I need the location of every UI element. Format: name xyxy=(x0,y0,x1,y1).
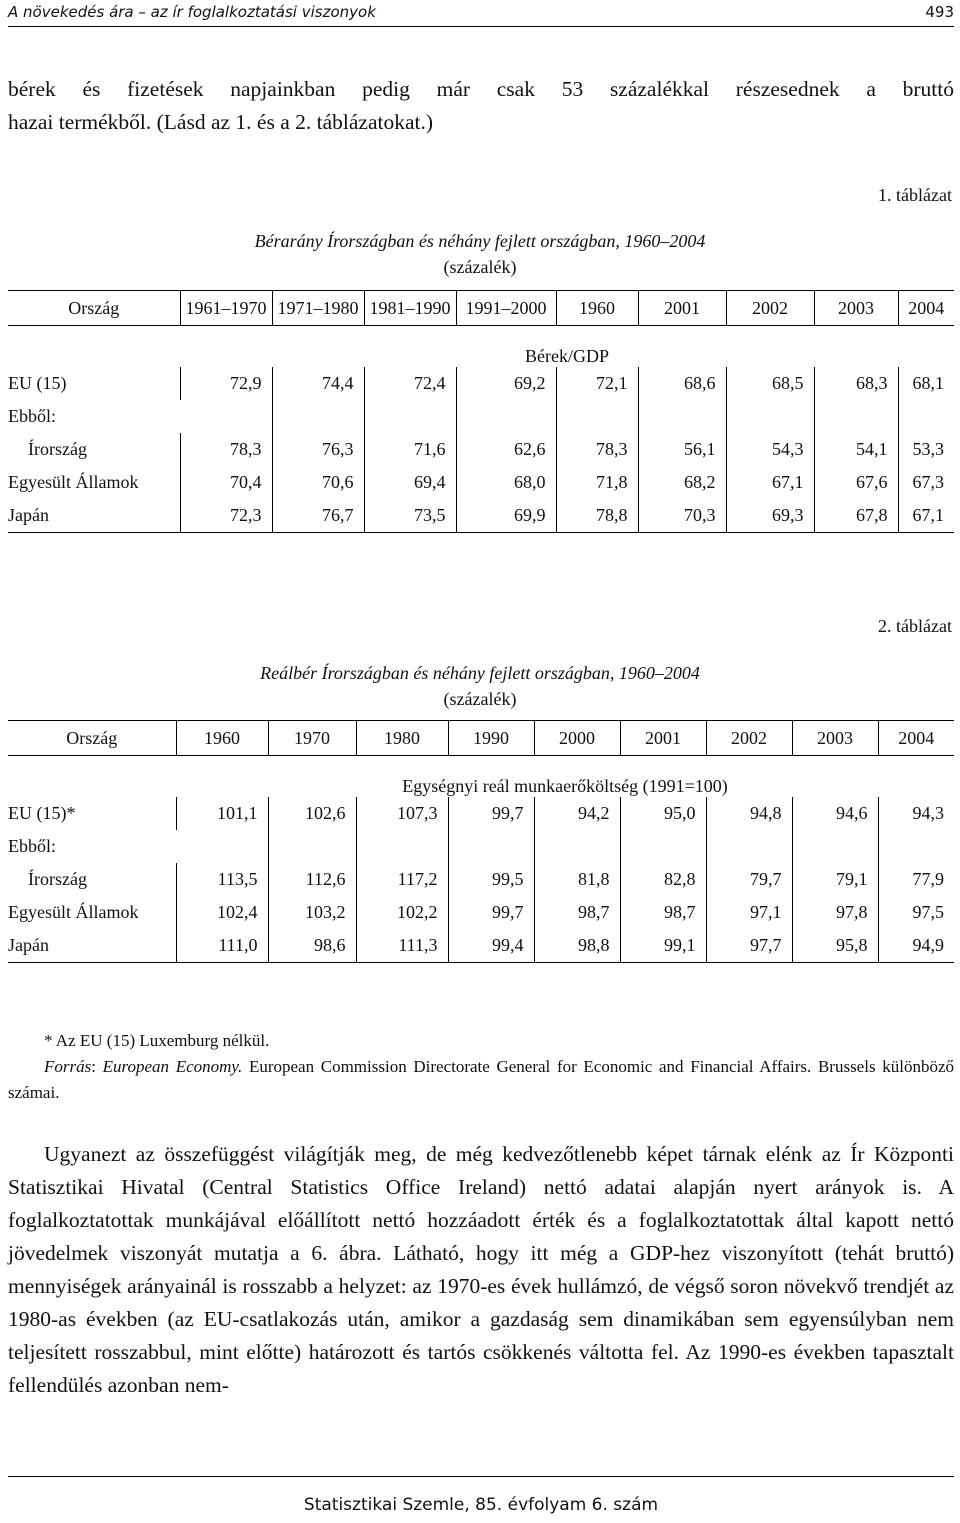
table-cell: 79,7 xyxy=(706,863,792,896)
row-label: EU (15)* xyxy=(8,803,76,823)
table-cell: 97,8 xyxy=(792,896,878,929)
column-header: 1971–1980 xyxy=(272,291,364,326)
row-label: Egyesült Államok xyxy=(8,472,139,492)
column-header: 2004 xyxy=(878,721,954,756)
source-note xyxy=(8,1054,954,1106)
column-header: 1960 xyxy=(176,721,268,756)
intro-line-1: bérek és fizetések napjainkban pedig már csak 53 százalékkal részesednek a bruttó xyxy=(8,77,954,101)
table-row xyxy=(8,929,954,963)
table-cell: 54,3 xyxy=(726,433,814,466)
column-header: 2001 xyxy=(620,721,706,756)
table-cell: 68,1 xyxy=(898,367,954,400)
table2-title: Reálbér Írországban és néhány fejlett országban, 1960–2004 xyxy=(260,663,700,683)
column-header: 2003 xyxy=(814,291,898,326)
table-cell: 56,1 xyxy=(638,433,726,466)
table-cell: 53,3 xyxy=(898,433,954,466)
table-cell: 71,8 xyxy=(556,466,638,499)
footnote: * Az EU (15) Luxemburg nélkül. xyxy=(44,1031,270,1050)
column-header: 2002 xyxy=(726,291,814,326)
table-cell: 78,3 xyxy=(180,433,272,466)
table-cell: 71,6 xyxy=(364,433,456,466)
table-cell: 102,2 xyxy=(356,896,448,929)
table-cell: 68,2 xyxy=(638,466,726,499)
journal-name: Statisztikai Szemle, 85. évfolyam 6. szám xyxy=(303,1495,659,1515)
table-cell: 103,2 xyxy=(268,896,356,929)
table2-unit: (százalék) xyxy=(443,689,517,709)
intro-line-2: hazai termékből. (Lásd az 1. és a 2. táblázatokat.) xyxy=(8,110,434,134)
table-cell: 99,4 xyxy=(448,929,534,963)
column-header: 2002 xyxy=(706,721,792,756)
column-header: 2001 xyxy=(638,291,726,326)
table-cell: 98,8 xyxy=(534,929,620,963)
table1-caption xyxy=(200,228,760,280)
table-cell: 78,3 xyxy=(556,433,638,466)
table-cell: 68,6 xyxy=(638,367,726,400)
table-cell: 67,1 xyxy=(726,466,814,499)
table-cell: 69,9 xyxy=(456,499,556,533)
table-cell: 81,8 xyxy=(534,863,620,896)
row-label: Japán xyxy=(8,499,180,533)
table1-header-row xyxy=(8,291,954,326)
table1-section-row xyxy=(8,334,954,367)
table-cell: 76,3 xyxy=(272,433,364,466)
table-cell: 98,7 xyxy=(620,896,706,929)
table-cell: 78,8 xyxy=(556,499,638,533)
table-cell: 99,1 xyxy=(620,929,706,963)
table-cell: 69,2 xyxy=(456,367,556,400)
table-cell: 79,1 xyxy=(792,863,878,896)
table-cell: 117,2 xyxy=(356,863,448,896)
page-number: 493 xyxy=(925,3,954,21)
table-cell: 82,8 xyxy=(620,863,706,896)
source-label: Forrás xyxy=(44,1057,92,1076)
table-row xyxy=(8,830,954,863)
table-cell: 70,3 xyxy=(638,499,726,533)
table-cell: 107,3 xyxy=(356,797,448,830)
table-cell: 74,4 xyxy=(272,367,364,400)
table-cell: 111,3 xyxy=(356,929,448,963)
table-row xyxy=(8,797,954,830)
table-notes xyxy=(8,1028,954,1106)
source-publication: European Economy. xyxy=(102,1057,243,1076)
table-cell: 69,3 xyxy=(726,499,814,533)
table-cell: 69,4 xyxy=(364,466,456,499)
table-cell: 70,6 xyxy=(272,466,364,499)
table2-caption xyxy=(200,660,760,712)
running-header xyxy=(8,0,954,27)
section-banner: Egységnyi reál munkaerőköltség (1991=100) xyxy=(402,776,728,796)
running-title: A növekedés ára – az ír foglalkoztatási viszonyok xyxy=(8,3,376,21)
column-header: 1990 xyxy=(448,721,534,756)
table-cell: 54,1 xyxy=(814,433,898,466)
column-header: 1961–1970 xyxy=(180,291,272,326)
page-footer xyxy=(8,1476,954,1515)
table-cell: 73,5 xyxy=(364,499,456,533)
table-row xyxy=(8,400,954,433)
source-text: European Commission Directorate General for Economic and Financial Affairs. Brussels különböző számai. xyxy=(8,1057,954,1102)
body-paragraph xyxy=(8,1138,954,1402)
column-header: 2000 xyxy=(534,721,620,756)
table-cell: 72,1 xyxy=(556,367,638,400)
table-cell: 99,7 xyxy=(448,896,534,929)
table2 xyxy=(8,720,954,963)
table-cell: 76,7 xyxy=(272,499,364,533)
table-cell: 113,5 xyxy=(176,863,268,896)
table-cell: 67,6 xyxy=(814,466,898,499)
table-cell: 94,3 xyxy=(878,797,954,830)
table-cell: 102,6 xyxy=(268,797,356,830)
table-cell: 68,0 xyxy=(456,466,556,499)
table-cell: 94,2 xyxy=(534,797,620,830)
table1-title: Bérarány Írországban és néhány fejlett országban, 1960–2004 xyxy=(254,231,706,251)
column-header: 1981–1990 xyxy=(364,291,456,326)
table-cell: 70,4 xyxy=(180,466,272,499)
row-label: Egyesült Államok xyxy=(8,902,139,922)
intro-paragraph xyxy=(8,73,954,139)
table1 xyxy=(8,290,954,533)
table-cell: 62,6 xyxy=(456,433,556,466)
table-cell: 97,5 xyxy=(878,896,954,929)
column-header: 2003 xyxy=(792,721,878,756)
table-cell: 94,8 xyxy=(706,797,792,830)
row-label: Írország xyxy=(28,869,87,889)
row-label: EU (15) xyxy=(8,373,67,393)
table-cell: 77,9 xyxy=(878,863,954,896)
row-label: Ebből: xyxy=(8,406,56,426)
table-cell: 99,7 xyxy=(448,797,534,830)
source-separator: : xyxy=(91,1057,103,1076)
row-label: Ebből: xyxy=(8,836,56,856)
row-label: Japán xyxy=(8,929,176,963)
table-row xyxy=(8,433,954,466)
table-cell: 111,0 xyxy=(176,929,268,963)
column-header: 2004 xyxy=(898,291,954,326)
row-label: Írország xyxy=(28,439,87,459)
body-text: Ugyanezt az összefüggést világítják meg, de még kedvezőtlenebb képet tárnak elénk az Ír Központi Statisztikai Hivatal (Central Statistics Office Ireland) nettó adatai alapján nyert arányok is. A foglalkoztatottak munkájával előállított nettó hozzáadott érték és a foglalkoztatottak által kapott nettó jövedelmek viszonyát mutatja a 6. ábra. Látható, hogy itt még a GDP-hez viszonyított (tehát bruttó) mennyiségek arányainál is rosszabb a helyzet: az 1970-es évek hullámzó, de végső soron növekvő trendjét az 1980-as években (az EU-csatlakozás után, amikor a gazdaság sem dinamikában sem egyensúlyban nem teljesített rosszabbul, mint előtte) határozott és tartós csökkenés váltotta fel. Az 1990-es években tapasztalt fellendülés azonban nem- xyxy=(8,1142,954,1397)
table2-header-row xyxy=(8,721,954,756)
table-row xyxy=(8,863,954,896)
table-cell: 98,6 xyxy=(268,929,356,963)
table-cell: 67,1 xyxy=(898,499,954,533)
table1-unit: (százalék) xyxy=(443,257,517,277)
table1-label: 1. táblázat xyxy=(878,185,952,205)
table-cell: 72,4 xyxy=(364,367,456,400)
table-row xyxy=(8,466,954,499)
table-cell: 95,8 xyxy=(792,929,878,963)
column-header: Ország xyxy=(8,291,180,326)
table-cell: 68,3 xyxy=(814,367,898,400)
table-cell: 72,3 xyxy=(180,499,272,533)
table-cell: 67,3 xyxy=(898,466,954,499)
table-cell: 72,9 xyxy=(180,367,272,400)
table-cell: 68,5 xyxy=(726,367,814,400)
table-row xyxy=(8,499,954,533)
table2-label: 2. táblázat xyxy=(878,616,952,636)
table-cell: 95,0 xyxy=(620,797,706,830)
column-header: 1970 xyxy=(268,721,356,756)
column-header: 1960 xyxy=(556,291,638,326)
table-cell: 112,6 xyxy=(268,863,356,896)
table-cell: 94,6 xyxy=(792,797,878,830)
section-banner: Bérek/GDP xyxy=(525,346,609,366)
table-cell: 101,1 xyxy=(176,797,268,830)
table2-section-row xyxy=(8,764,954,797)
table-cell: 98,7 xyxy=(534,896,620,929)
table-cell: 102,4 xyxy=(176,896,268,929)
table-cell: 97,1 xyxy=(706,896,792,929)
table-row xyxy=(8,896,954,929)
column-header: 1991–2000 xyxy=(456,291,556,326)
table-cell: 67,8 xyxy=(814,499,898,533)
column-header: Ország xyxy=(8,721,176,756)
table-cell: 97,7 xyxy=(706,929,792,963)
table-cell: 94,9 xyxy=(878,929,954,963)
table-cell: 99,5 xyxy=(448,863,534,896)
table-row xyxy=(8,367,954,400)
column-header: 1980 xyxy=(356,721,448,756)
